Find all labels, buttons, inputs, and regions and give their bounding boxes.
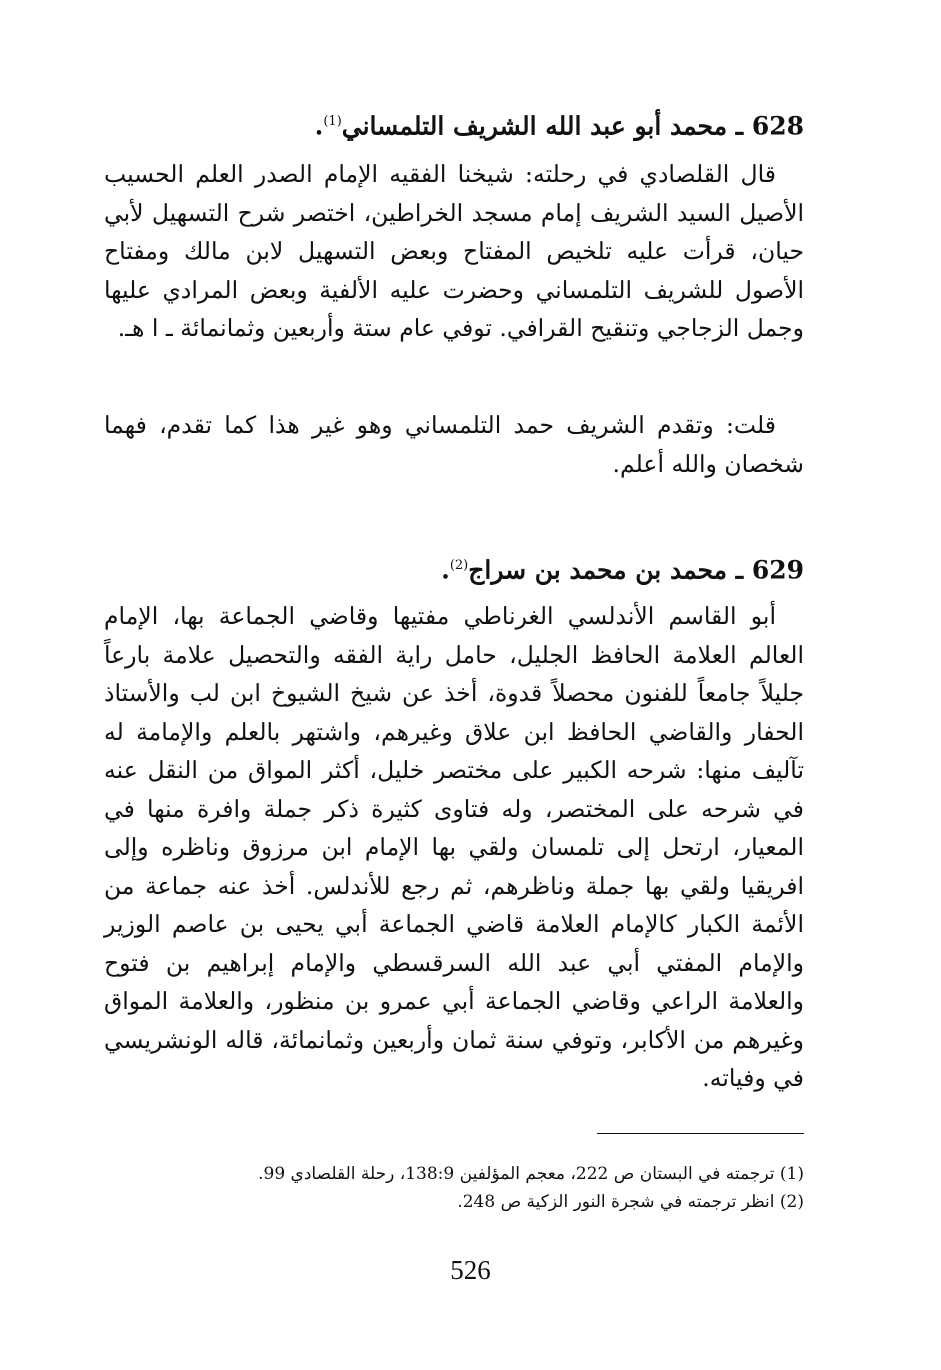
entry-heading-629 bbox=[104, 546, 804, 590]
entry-heading-628 bbox=[104, 102, 804, 146]
footnote-1: (1) ترجمته في البستان ص 222، معجم المؤلفين 138:9، رحلة القلصادي 99. bbox=[258, 1164, 804, 1184]
entry-629-paragraph-1 bbox=[104, 597, 804, 1098]
entry-628-paragraph-1-text: قال القلصادي في رحلته: شيخنا الفقيه الإمام الصدر العلم الحسيب الأصيل السيد الشريف إمام مسجد الخراطين، اختصر شرح التسهيل لأبي حيان، قرأت عليه تلخيص المفتاح وبعض التسهيل لابن مالك ومفتاح الأصول للشريف التلمساني وحضرت عليه الألفية وبعض المرادي عليها وجمل الزجاجي وتنقيح القرافي. توفي عام ستة وأربعين وثمانمائة ـ ا هـ. bbox=[104, 160, 804, 342]
entry-heading-628-text: 628 ـ محمد أبو عبد الله الشريف التلمساني bbox=[341, 111, 804, 141]
entry-628-paragraph-1 bbox=[104, 155, 804, 348]
footnote-ref-2[interactable]: (2) bbox=[449, 558, 469, 573]
entry-628-paragraph-2-text: قلت: وتقدم الشريف حمد التلمساني وهو غير هذا كما تقدم، فهما شخصان والله أعلم. bbox=[104, 411, 804, 478]
footnote-ref-1[interactable]: (1) bbox=[323, 114, 342, 129]
entry-heading-628-end: . bbox=[314, 111, 324, 141]
entry-heading-629-text: 629 ـ محمد بن محمد بن سراج bbox=[468, 555, 804, 585]
entry-heading-629-end: . bbox=[441, 555, 450, 585]
page-number: 526 bbox=[450, 1255, 491, 1285]
footnotes bbox=[104, 1160, 804, 1216]
entry-628-paragraph-2 bbox=[104, 406, 804, 483]
entry-629-paragraph-1-text: أبو القاسم الأندلسي الغرناطي مفتيها وقاضي الجماعة بها، الإمام العالم العلامة الحافظ الجليل، حامل راية الفقه والتحصيل علامة بارعاً جليلاً جامعاً للفنون محصلاً قدوة، أخذ عن شيخ الشيوخ ابن لب والأستاذ الحفار والقاضي الحافظ ابن علاق وغيرهم، واشتهر بالعلم والإمامة له تآليف منها: شرحه الكبير على مختصر خليل، أكثر المواق من النقل عنه في شرحه على المختصر، وله فتاوى كثيرة ذكر جملة وافرة منها في المعيار، ارتحل إلى تلمسان ولقي بها الإمام ابن مرزوق وناظره وإلى افريقيا ولقي بها جملة وناظرهم، ثم رجع للأندلس. أخذ عنه جماعة من الأئمة الكبار كالإمام العلامة قاضي الجماعة أبي يحيى بن عاصم الوزير والإمام المفتي أبي عبد الله السرقسطي والإمام إبراهيم بن فتوح والعلامة الراعي وقاضي الجماعة أبي عمرو بن منظور، والعلامة المواق وغيرهم من الأكابر، وتوفي سنة ثمان وأربعين وثمانمائة، قاله الونشريسي في وفياته. bbox=[104, 602, 804, 1092]
footnote-divider bbox=[597, 1133, 804, 1134]
footnote-2: (2) انظر ترجمته في شجرة النور الزكية ص 248. bbox=[457, 1192, 804, 1212]
